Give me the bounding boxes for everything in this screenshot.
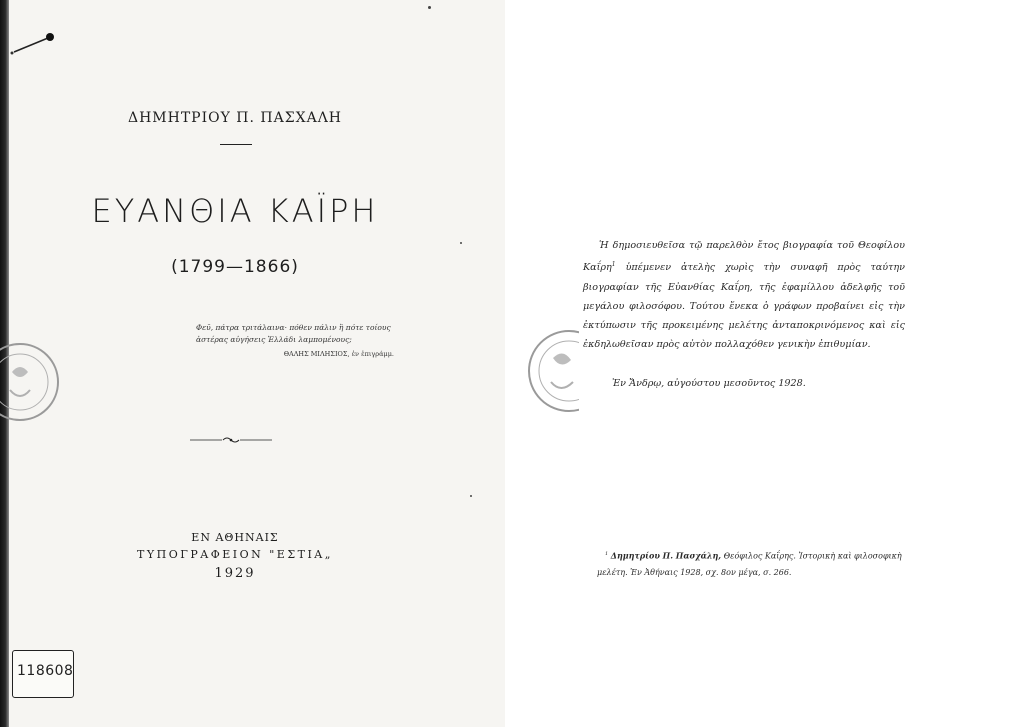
author-divider [220, 144, 252, 145]
preface-text-a: Ἡ δημοσιευθεῖσα τῷ παρελθὸν ἔτος βιογραφία τοῦ Θεοφίλου Καΐρη [583, 240, 905, 274]
book-title: ΕΥΑΝΘΙΑ ΚΑΪΡΗ [91, 192, 379, 230]
scan-speck [428, 6, 431, 9]
scan-speck [470, 495, 472, 497]
scan-speck [460, 242, 462, 244]
ornament-divider [190, 435, 272, 445]
shelfmark-number: 118608 [17, 663, 74, 679]
publication-year: 1929 [214, 566, 256, 581]
place-and-date: Ἐν Ἄνδρῳ, αὐγούστου μεσοῦντος 1928. [612, 378, 806, 389]
preface-text-b: ὑπέμενεν ἀτελὴς χωρὶς τὴν συναφῆ πρὸς ταύτην βιογραφίαν τῆς Εὐανθίας Καΐρη, τῆς ἐφαμίλλου ἀδελφῆς τοῦ μεγάλου φιλοσόφου. Τούτου ἕνεκα ὁ γράφων προβαίνει εἰς τὴν ἐκτύπωσιν τῆς προκειμένης μελέτης ἀνταποκρινόμενος καὶ εἰς ἐκδηλωθεῖσαν πρὸς αὐτὸν πολλαχόθεν γενικὴν ἐπιθυμίαν. [583, 262, 905, 351]
epigraph-line-1: Φεῦ, πάτρα τριτάλαινα· πόθεν πάλιν ἢ πότε τοίους [196, 323, 391, 332]
footnote [597, 546, 909, 581]
footnote-marker: 1 [605, 551, 609, 557]
author-name: ΔΗΜΗΤΡΙΟΥ Π. ΠΑΣΧΑΛΗ [127, 110, 343, 126]
footnote-reference: 1 [611, 261, 616, 269]
library-seal-icon [523, 318, 579, 424]
shelfmark-label [12, 650, 74, 698]
life-dates: (1799—1866) [171, 257, 299, 277]
preface-page [505, 0, 1019, 727]
preface-paragraph [583, 236, 905, 354]
footnote-author: Δημητρίου Π. Πασχάλη, [610, 550, 722, 561]
epigraph-source: ΘΑΛΗΣ ΜΙΛΗΣΙΟΣ, ἐν ἐπιγράμμ. [283, 350, 394, 358]
epigraph-line-2: ἀστέρας αὐγήσεις Ἑλλάδι λαμπομένους; [196, 335, 352, 344]
publication-place: ΕΝ ΑΘΗΝΑΙΣ [191, 531, 279, 544]
footnote-text: Θεόφιλος Καΐρης. Ἱστορικὴ καὶ φιλοσοφικὴ μελέτη. Ἐν Ἀθήναις 1928, σχ. 8ον μέγα, σ. 266. [597, 551, 902, 577]
pin-icon [8, 28, 60, 64]
publisher: ΤΥΠΟΓΡΑΦΕΙΟΝ "ΕΣΤΙΑ„ [137, 548, 333, 561]
epigraph [196, 322, 406, 346]
library-seal-icon [0, 332, 60, 432]
